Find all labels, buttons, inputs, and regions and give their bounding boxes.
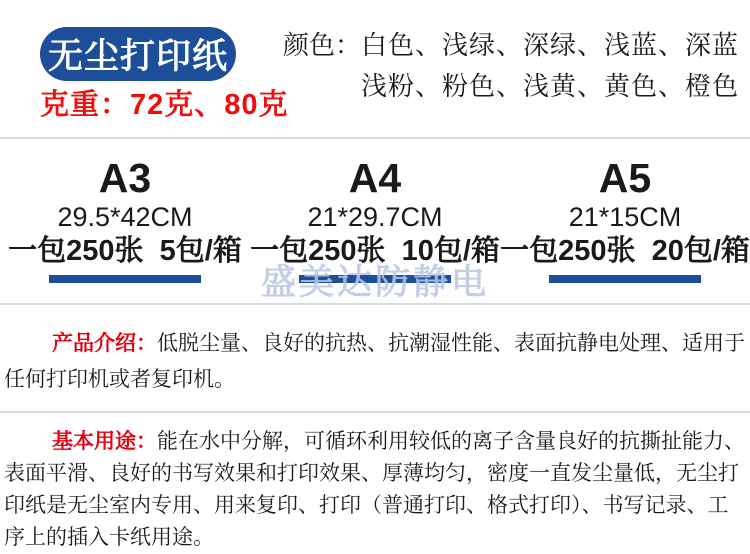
size-column-a3 xyxy=(0,156,250,303)
underline-bar xyxy=(299,275,451,283)
basic-usage-section xyxy=(0,413,750,554)
product-intro-body: 低脱尘量、良好的抗热、抗潮湿性能、表面抗静电处理、适用于任何打印机或者复印机。 xyxy=(4,332,745,391)
basic-usage-body: 能在水中分解，可循环利用较低的离子含量良好的抗撕扯能力、表面平滑、良好的书写效果和打印效果、厚薄均匀，密度一直发尘量低，无尘打印纸是无尘室内专用、用来复印、打印（普通打印、格式打印）、书写记录、工序上的插入卡纸用途。 xyxy=(4,430,745,549)
color-options-values xyxy=(361,25,739,107)
size-dimensions: 21*15CM xyxy=(568,202,682,232)
size-column-a4 xyxy=(250,156,500,303)
paper-weight-text: 克重：72克、80克 xyxy=(40,89,289,121)
product-intro-label: 产品介绍： xyxy=(52,332,157,355)
basic-usage-label: 基本用途： xyxy=(52,430,157,453)
product-name-badge xyxy=(40,27,236,81)
color-options-line-2: 浅粉、粉色、浅黄、黄色、橙色 xyxy=(361,71,740,101)
size-column-a5 xyxy=(500,156,750,303)
size-dimensions: 29.5*42CM xyxy=(57,202,193,232)
size-pack-info: 一包250张 20包/箱 xyxy=(500,235,750,267)
size-pack-info: 一包250张 5包/箱 xyxy=(8,235,242,267)
color-options-line-1: 白色、浅绿、深绿、浅蓝、深蓝 xyxy=(361,30,740,60)
product-name: 无尘打印纸 xyxy=(47,37,228,76)
underline-bar xyxy=(549,275,701,283)
header-section xyxy=(0,0,750,139)
product-intro-section xyxy=(0,305,750,413)
size-name: A5 xyxy=(598,155,652,201)
color-options-label: 颜色： xyxy=(283,30,362,60)
size-dimensions: 21*29.7CM xyxy=(307,202,443,232)
size-name: A4 xyxy=(348,155,402,201)
size-name: A3 xyxy=(98,155,152,201)
product-intro-paragraph xyxy=(4,326,746,398)
underline-bar xyxy=(49,275,201,283)
size-pack-info: 一包250张 10包/箱 xyxy=(250,235,500,267)
paper-sizes-section xyxy=(0,139,750,305)
basic-usage-paragraph xyxy=(4,426,746,554)
brand-watermark: 盛美达防静电 xyxy=(260,263,490,302)
color-options xyxy=(283,25,739,107)
